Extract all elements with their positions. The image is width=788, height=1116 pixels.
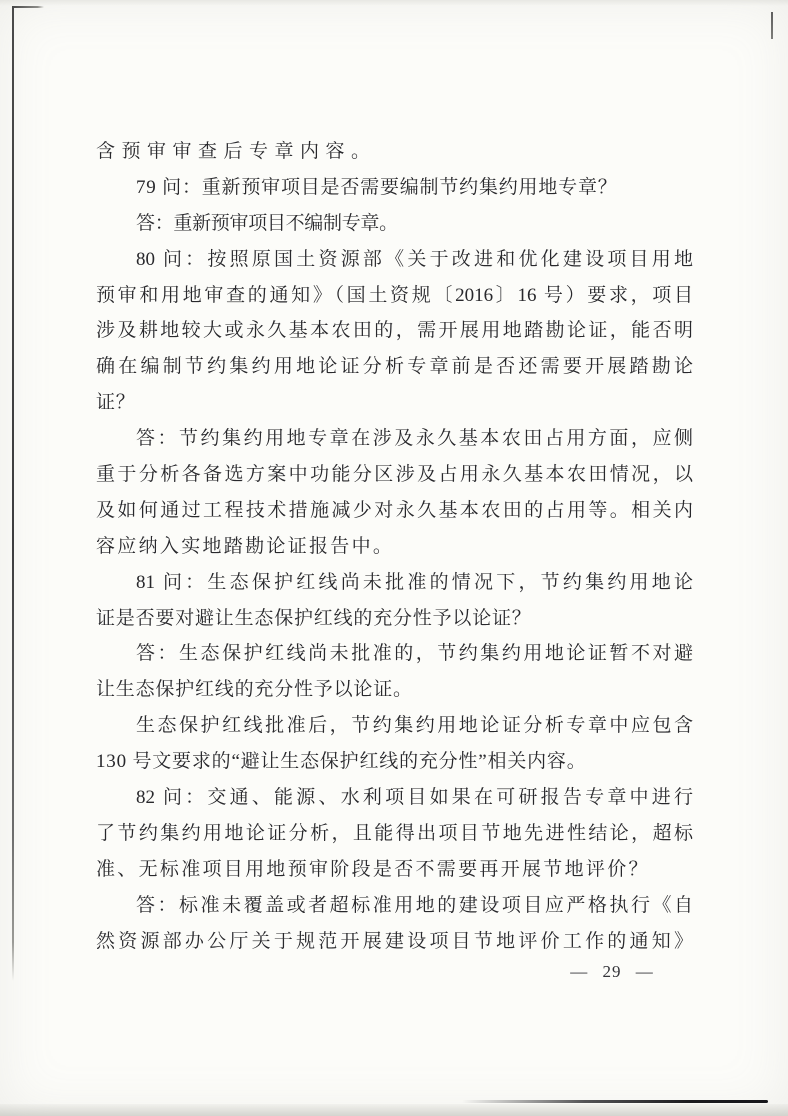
text-line: 130 号文要求的“避让生态保护红线的充分性”相关内容。	[96, 751, 587, 773]
text-line: 证是否要对避让生态保护红线的充分性予以论证？	[96, 607, 532, 629]
scan-top-shading-artifact	[0, 0, 788, 6]
text-line: 了节约集约用地论证分析，且能得出项目节地先进性结论，超标	[96, 822, 693, 844]
scan-bottom-shading-artifact	[0, 1104, 788, 1116]
text-line: 证？	[96, 392, 136, 414]
scan-bottom-line-artifact	[462, 1100, 768, 1103]
page-number: — 29 —	[570, 962, 654, 981]
text-line: 答：重新预审项目不编制专章。	[136, 212, 398, 234]
text-line: 含预审审查后专章内容。	[96, 141, 377, 162]
text-line: 81 问：生态保护红线尚未批准的情况下，节约集约用地论	[136, 571, 693, 593]
scan-left-edge-line-artifact	[12, 6, 14, 981]
text-line: 答：节约集约用地专章在涉及永久基本农田占用方面，应侧	[136, 428, 693, 450]
text-line: 79 问：重新预审项目是否需要编制节约集约用地专章？	[136, 176, 618, 198]
text-line: 涉及耕地较大或永久基本农田的，需开展用地踏勘论证，能否明	[96, 320, 693, 342]
text-line: 答：生态保护红线尚未批准的，节约集约用地论证暂不对避	[136, 643, 693, 665]
text-line: 重于分析各备选方案中功能分区涉及占用永久基本农田情况，以	[96, 464, 693, 486]
text-line: 容应纳入实地踏勘论证报告中。	[96, 535, 395, 557]
text-line: 预审和用地审查的通知》（国土资规〔2016〕16 号）要求，项目	[96, 284, 693, 306]
scan-right-tick-artifact	[771, 12, 773, 39]
text-line: 确在编制节约集约用地论证分析专章前是否还需要开展踏勘论	[96, 356, 693, 378]
text-line: 然资源部办公厅关于规范开展建设项目节地评价工作的通知》	[96, 930, 693, 952]
text-line: 生态保护红线批准后，节约集约用地论证分析专章中应包含	[136, 715, 693, 737]
text-line: 让生态保护红线的充分性予以论证。	[96, 679, 413, 701]
text-line: 答：标准未覆盖或者超标准用地的建设项目应严格执行《自	[136, 894, 693, 916]
text-line: 82 问：交通、能源、水利项目如果在可研报告专章中进行	[136, 787, 693, 809]
scan-top-corner-line-artifact	[12, 6, 44, 8]
text-line: 80 问：按照原国土资源部《关于改进和优化建设项目用地	[136, 248, 693, 270]
text-line: 及如何通过工程技术措施减少对永久基本农田的占用等。相关内	[96, 499, 693, 521]
document-body	[96, 134, 693, 959]
text-line: 准、无标准项目用地预审阶段是否不需要再开展节地评价？	[96, 858, 650, 880]
